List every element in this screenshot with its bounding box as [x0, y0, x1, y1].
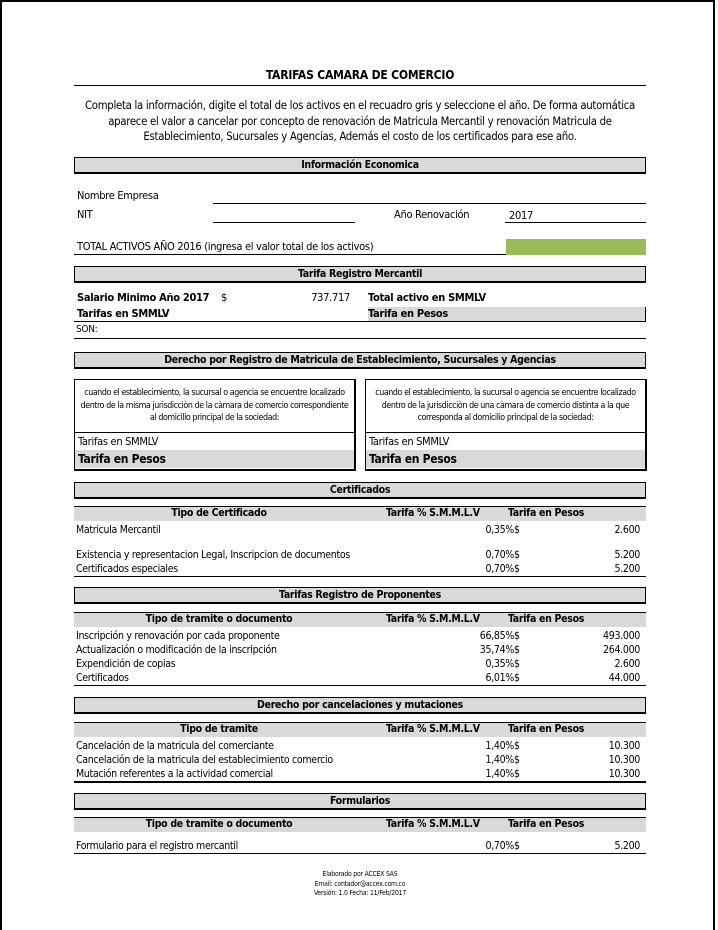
- table-row: Actualización o modificación de la inscripción 35,74% $ 264.000: [76, 644, 640, 656]
- anio-renovacion-select[interactable]: 2017: [505, 209, 646, 223]
- nombre-empresa-input[interactable]: [213, 189, 646, 204]
- section-header-formularios: Formularios: [74, 793, 646, 810]
- col-tarifa-pct: Tarifa % S.M.M.L.V: [386, 613, 480, 625]
- footer: [260, 870, 460, 899]
- activos-label: TOTAL ACTIVOS AÑO 2016 (ingresa el valor total de los activos): [77, 240, 374, 253]
- col-tarifa-pct: Tarifa % S.M.M.L.V: [386, 818, 480, 830]
- col-tarifa-pct: Tarifa % S.M.M.L.V: [386, 723, 480, 735]
- page-title: TARIFAS CAMARA DE COMERCIO: [74, 68, 646, 86]
- section-header-info: Información Economica: [74, 157, 646, 174]
- footer-author: Elaborado por ACCEX SAS: [322, 870, 398, 878]
- footer-email: Email: contador@accex.com.co: [314, 879, 406, 888]
- matricula-box-distinta-jurisdiccion: [365, 379, 647, 471]
- col-tipo: Tipo de tramite o documento: [145, 818, 293, 830]
- table-row: Cancelación de la matricula del establecimiento comercio 1,40% $ 10.300: [76, 754, 640, 766]
- section-header-certificados: Certificados: [74, 482, 646, 499]
- matricula-box-pesos: Tarifa en Pesos: [366, 450, 645, 468]
- table-row: Formulario para el registro mercantil 0,70% $ 5.200: [74, 839, 646, 854]
- col-tarifa-pesos: Tarifa en Pesos: [508, 818, 585, 830]
- col-tipo: Tipo de tramite o documento: [145, 613, 293, 625]
- tarifas-smmlv-label: Tarifas en SMMLV: [74, 307, 368, 322]
- nombre-label: Nombre Empresa: [77, 189, 159, 202]
- activos-underline: [74, 239, 506, 255]
- table-row: Certificados 6,01% $ 44.000: [74, 671, 646, 686]
- nit-input[interactable]: [213, 208, 355, 223]
- col-tarifa-pesos: Tarifa en Pesos: [508, 507, 585, 519]
- matricula-box-smmlv: Tarifas en SMMLV: [369, 435, 450, 448]
- salario-label: Salario Minimo Año 2017: [77, 291, 210, 304]
- son-label: SON:: [74, 324, 646, 339]
- formularios-table-header: [74, 817, 646, 832]
- table-row: Expendición de copias 0,35% $ 2.600: [76, 658, 640, 670]
- matricula-box-desc: cuando el establecimiento, la sucursal o agencia se encuentre localizado dentro de la jurisdicciòn de una càmara de comercio distinta a la que corresponda al domicilio principal de la sociedad:: [366, 380, 645, 433]
- section-header-matricula: Derecho por Registro de Matricula de Establecimiento, Sucursales y Agencias: [74, 352, 646, 369]
- salario-currency: $: [221, 291, 227, 304]
- col-tarifa-pesos: Tarifa en Pesos: [508, 723, 585, 735]
- table-row: Certificados especiales 0,70% $ 5.200: [74, 562, 646, 577]
- table-row: Existencia y representacion Legal, Inscripcion de documentos 0,70% $ 5.200: [76, 549, 640, 561]
- total-activo-smmlv-label: Total activo en SMMLV: [368, 291, 486, 304]
- col-tarifa-pesos: Tarifa en Pesos: [508, 613, 585, 625]
- footer-version: Versión: 1.0 Fecha: 11/Feb/2017: [313, 889, 407, 897]
- table-row: Mutación referentes a la actividad comercial 1,40% $ 10.300: [74, 767, 646, 783]
- section-header-cancelaciones: Derecho por cancelaciones y mutaciones: [74, 697, 646, 714]
- col-tipo: Tipo de Certificado: [171, 507, 267, 519]
- proponentes-table-header: [74, 612, 646, 627]
- section-header-proponentes: Tarifas Registro de Proponentes: [74, 587, 646, 604]
- col-tarifa-pct: Tarifa % S.M.M.L.V: [386, 507, 480, 519]
- tarifa-pesos-label: Tarifa en Pesos: [368, 307, 646, 322]
- cancelaciones-table-header: [74, 722, 646, 737]
- nit-label: NIT: [77, 208, 93, 221]
- col-tipo: Tipo de tramite: [180, 723, 258, 735]
- matricula-box-smmlv: Tarifas en SMMLV: [78, 435, 159, 448]
- certificados-table-header: [74, 506, 646, 521]
- matricula-box-misma-jurisdiccion: [74, 379, 356, 471]
- table-row: Matricula Mercantil 0,35% $ 2.600: [76, 524, 640, 536]
- intro-text: Completa la información, digite el total de los activos en el recuadro gris y seleccione el año. De forma automática aparece el valor a cancelar por concepto de renovación de Matricula Mercantil y renovación Matricula de Establecimiento, Sucursales y Agencias, Además el costo de los certificados para ese año.: [84, 99, 635, 143]
- anio-label: Año Renovación: [394, 208, 470, 221]
- table-row: Cancelación de la matricula del comerciante 1,40% $ 10.300: [76, 740, 640, 752]
- salario-value: 737.717: [311, 291, 350, 304]
- table-row: Inscripción y renovación por cada proponente 66,85% $ 493.000: [76, 630, 640, 642]
- matricula-box-pesos: Tarifa en Pesos: [75, 450, 354, 468]
- total-activos-input[interactable]: [506, 239, 646, 255]
- matricula-box-desc: cuando el establecimiento, la sucursal o agencia se encuentre localizado dentro de la misma jurisdicciòn de la càmara de comercio correspondiente al domicilio principal de la sociedad:: [75, 380, 354, 433]
- section-header-registro: Tarifa Registro Mercantil: [74, 266, 646, 283]
